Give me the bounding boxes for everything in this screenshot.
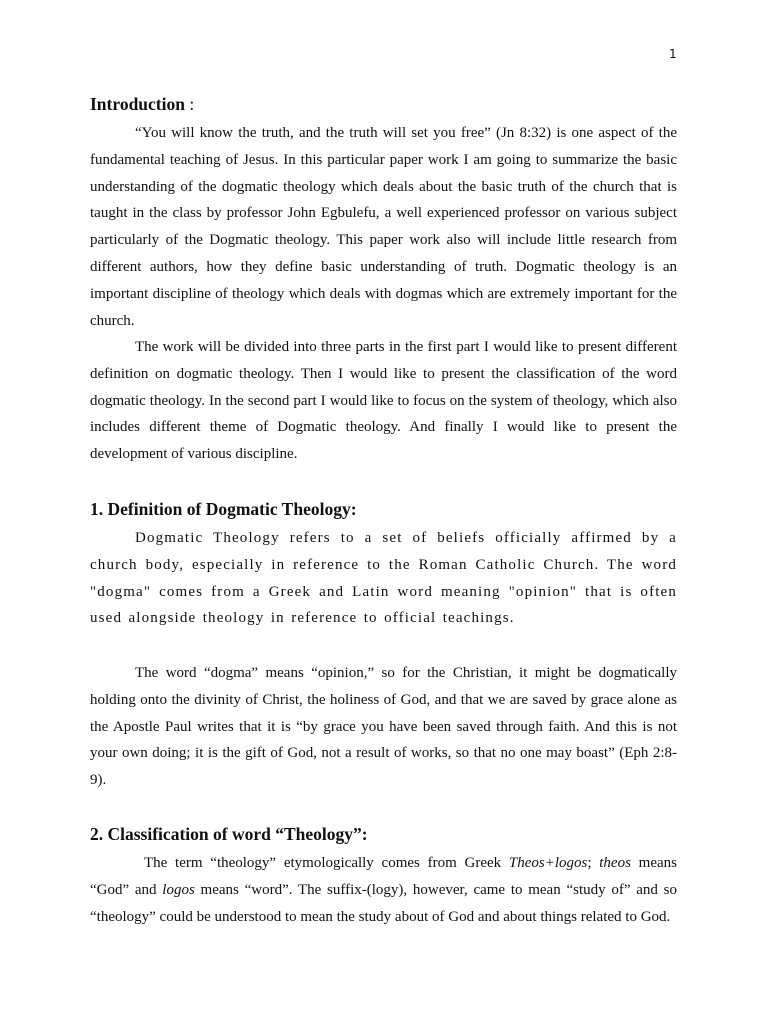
section-1-heading: 1. Definition of Dogmatic Theology: [90,499,357,519]
section-2-paragraph-1 [90,850,677,930]
introduction-colon: : [184,94,195,114]
section-1-paragraph-2: The word “dogma” means “opinion,” so for the Christian, it might be dogmatically holding onto the divinity of Christ, the holiness of God, and that we are saved by grace alone as the Apostle Paul writes that it is “by grace you have been saved through faith. And this is not your own doing; it is the gift of God, not a result of works, so that no one may boast” (Eph 2:8-9). [90,665,677,789]
text-run: means “God” and [90,855,677,898]
text-run: The term “theology” etymologically comes from Greek [144,855,509,871]
introduction-paragraph-2: The work will be divided into three parts in the first part I would like to present different definition on dogmatic theology. Then I would like to present the classification of the word dogmatic theology. In the second part I would like to focus on the system of theology, which also includes different theme of Dogmatic theology. And finally I would like to present the development of various discipline. [90,339,677,463]
italic-term-theos: theos [599,855,631,871]
italic-term-theos-logos: Theos+logos [508,855,588,871]
section-2-heading: 2. Classification of word “Theology”: [90,824,368,844]
italic-term-logos: logos [162,881,195,898]
introduction-heading [90,93,194,115]
introduction-paragraph-1: “You will know the truth, and the truth will set you free” (Jn 8:32) is one aspect of the fundamental teaching of Jesus. In this particular paper work I am going to summarize the basic understanding of the dogmatic theology which deals about the basic truth of the church that is taught in the class by professor John Egbulefu, a well experienced professor on various subject particularly of the Dogmatic theology. This paper work also will include little research from different authors, how they define basic understanding of truth. Dogmatic theology is an important discipline of theology which deals with dogmas which are extremely important for the church. [90,125,677,329]
page-number: 1 [669,47,677,61]
text-run: means “word”. The suffix-(logy), however, came to mean “study of” and so “theology” could be understood to mean the study about of God and about things related to God. [90,881,677,925]
section-1-paragraph-1: Dogmatic Theology refers to a set of beliefs officially affirmed by a church body, especially in reference to the Roman Catholic Church. The word "dogma" comes from a Greek and Latin word meaning "opinion" that is often used alongside theology in reference to official teachings. [90,530,677,627]
text-run: ; [587,855,600,871]
introduction-title: Introduction [90,94,185,114]
